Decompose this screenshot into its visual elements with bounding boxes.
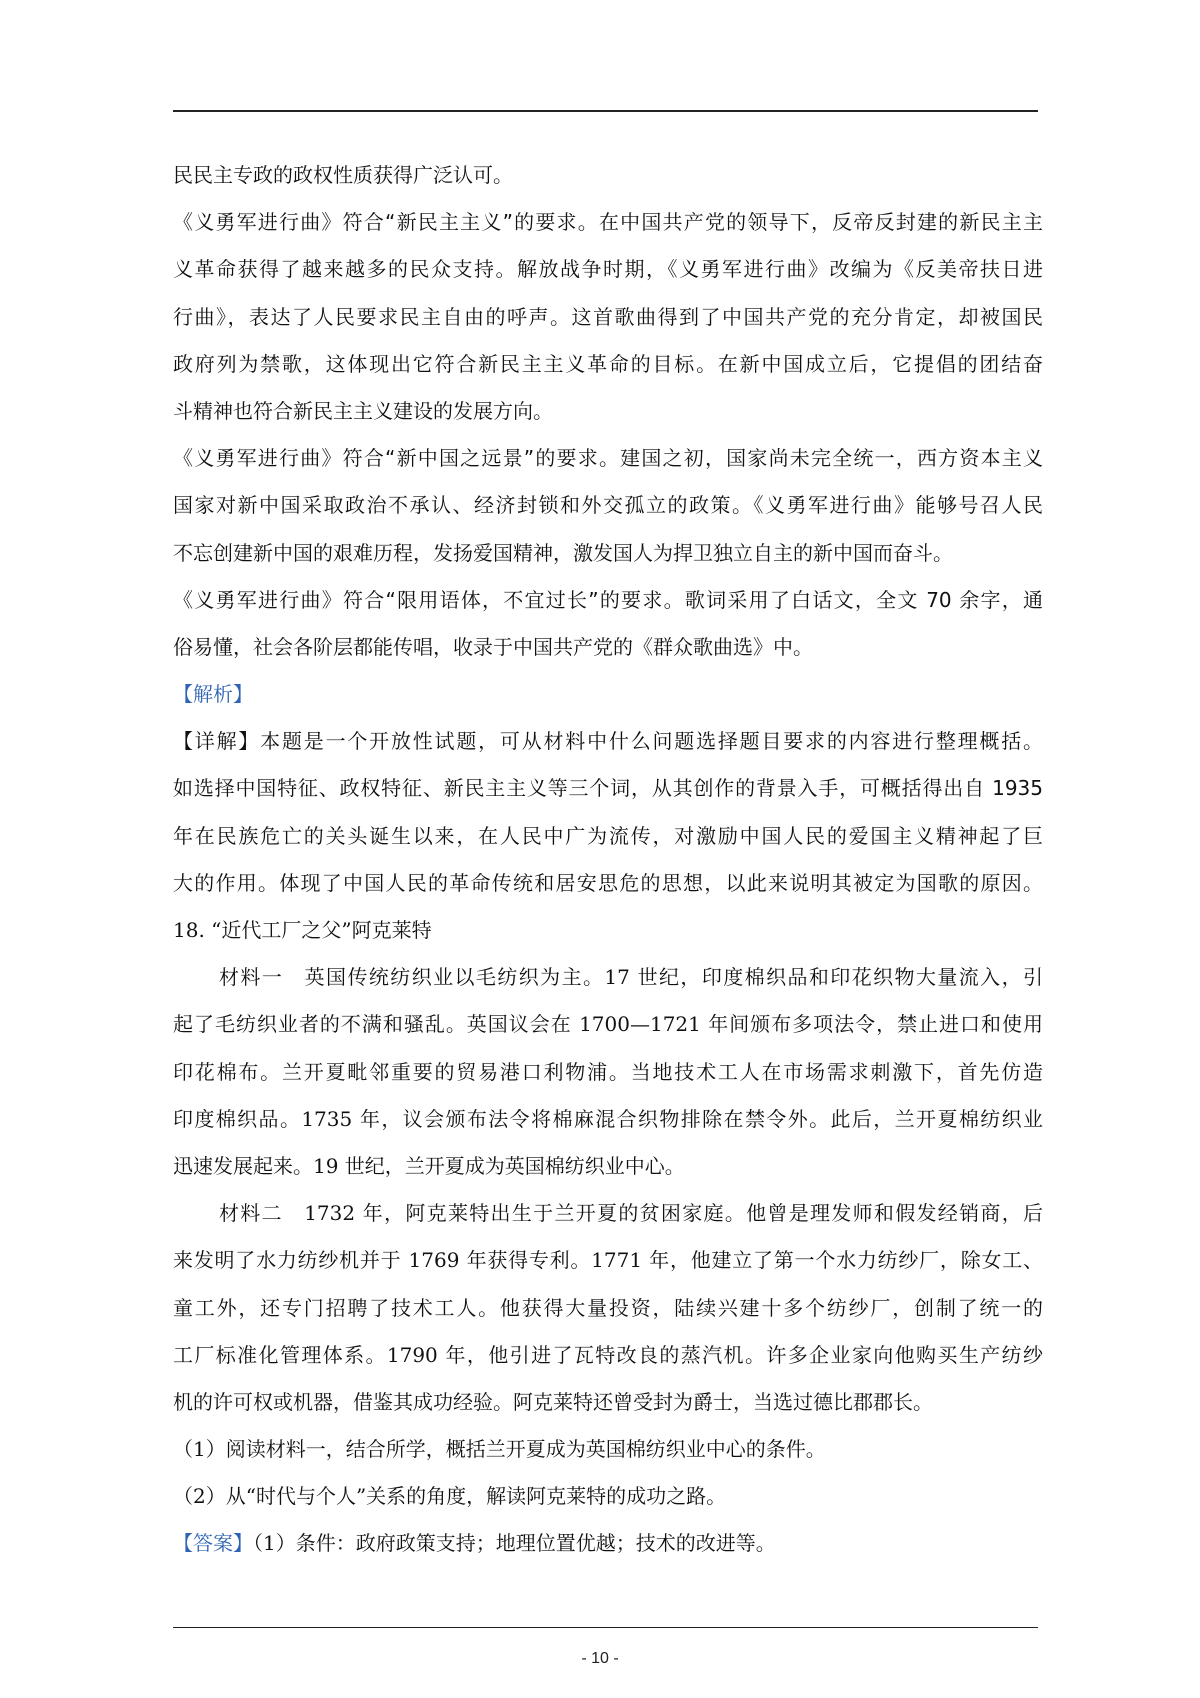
answer-line: 俗易懂，社会各阶层都能传唱，收录于中国共产党的《群众歌曲选》中。 — [173, 634, 813, 659]
header-rule — [173, 110, 1038, 112]
answer-line: 民民主专政的政权性质获得广泛认可。 — [173, 163, 513, 187]
answer-line: 《义勇军进行曲》符合“新中国之远景”的要求。建国之初，国家尚未完全统一，西方资本主义 — [173, 446, 1043, 471]
sub-question: （1）阅读材料一，结合所学，概括兰开夏成为英国棉纺织业中心的条件。 — [173, 1437, 826, 1462]
analysis-line: 如选择中国特征、政权特征、新民主主义等三个词，从其创作的背景入手，可概括得出自 1935 — [173, 776, 1043, 801]
question-title: 18. “近代工厂之父”阿克莱特 — [173, 918, 432, 942]
material-one-line: 起了毛纺织业者的不满和骚乱。英国议会在 1700—1721 年间颁布多项法令，禁止进口和使用 — [173, 1012, 1043, 1037]
analysis-line: 年在民族危亡的关头诞生以来，在人民中广为流传，对激励中国人民的爱国主义精神起了巨 — [173, 823, 1043, 848]
material-one-line: 印度棉织品。1735 年，议会颁布法令将棉麻混合织物排除在禁令外。此后，兰开夏棉纺织业 — [173, 1106, 1043, 1131]
material-two-line: 工厂标准化管理体系。1790 年，他引进了瓦特改良的蒸汽机。许多企业家向他购买生产纺纱 — [173, 1342, 1043, 1367]
answer-line: 义革命获得了越来越多的民众支持。解放战争时期，《义勇军进行曲》改编为《反美帝扶日进 — [173, 257, 1043, 282]
material-one-line: 迅速发展起来。19 世纪，兰开夏成为英国棉纺织业中心。 — [173, 1153, 685, 1178]
answer-line: 行曲》，表达了人民要求民主自由的呼声。这首歌曲得到了中国共产党的充分肯定，却被国民 — [173, 304, 1043, 329]
material-two-line: 来发明了水力纺纱机并于 1769 年获得专利。1771 年，他建立了第一个水力纺纱厂，除女工、 — [173, 1248, 1043, 1273]
material-one-line: 材料一 英国传统纺织业以毛纺织为主。17 世纪，印度棉织品和印花织物大量流入，引 — [219, 965, 1043, 990]
material-two-line: 童工外，还专门招聘了技术工人。他获得大量投资，陆续兴建十多个纺纱厂，创制了统一的 — [173, 1295, 1043, 1320]
footer-rule — [173, 1627, 1038, 1628]
material-one-line: 印花棉布。兰开夏毗邻重要的贸易港口利物浦。当地技术工人在市场需求刺激下，首先仿造 — [173, 1059, 1043, 1084]
analysis-label: 【解析】 — [173, 682, 253, 707]
material-two-line: 材料二 1732 年，阿克莱特出生于兰开夏的贫困家庭。他曾是理发师和假发经销商，后 — [219, 1201, 1043, 1226]
analysis-line: 大的作用。体现了中国人民的革命传统和居安思危的思想，以此来说明其被定为国歌的原因。 — [173, 870, 1043, 895]
answer-line: 政府列为禁歌，这体现出它符合新民主主义革命的目标。在新中国成立后，它提倡的团结奋 — [173, 351, 1043, 376]
answer-row — [173, 1520, 1043, 1567]
answer-text: （1）条件：政府政策支持；地理位置优越；技术的改进等。 — [253, 1531, 776, 1556]
answer-line: 不忘创建新中国的艰难历程，发扬爱国精神，激发国人为捍卫独立自主的新中国而奋斗。 — [173, 540, 953, 565]
analysis-line: 【详解】本题是一个开放性试题，可从材料中什么问题选择题目要求的内容进行整理概括。 — [173, 729, 1043, 754]
material-two-line: 机的许可权或机器，借鉴其成功经验。阿克莱特还曾受封为爵士，当选过德比郡郡长。 — [173, 1389, 933, 1414]
page-content — [173, 152, 1043, 1568]
answer-line: 国家对新中国采取政治不承认、经济封锁和外交孤立的政策。《义勇军进行曲》能够号召人民 — [173, 493, 1043, 518]
page-number: - 10 - — [581, 1650, 619, 1667]
answer-line: 斗精神也符合新民主主义建设的发展方向。 — [173, 398, 553, 423]
answer-line: 《义勇军进行曲》符合“限用语体，不宜过长”的要求。歌词采用了白话文，全文 70 余字，通 — [173, 587, 1043, 612]
answer-line: 《义勇军进行曲》符合“新民主主义”的要求。在中国共产党的领导下，反帝反封建的新民主主 — [173, 210, 1043, 235]
sub-question: （2）从“时代与个人”关系的角度，解读阿克莱特的成功之路。 — [173, 1484, 727, 1509]
answer-label: 【答案】 — [173, 1531, 253, 1556]
